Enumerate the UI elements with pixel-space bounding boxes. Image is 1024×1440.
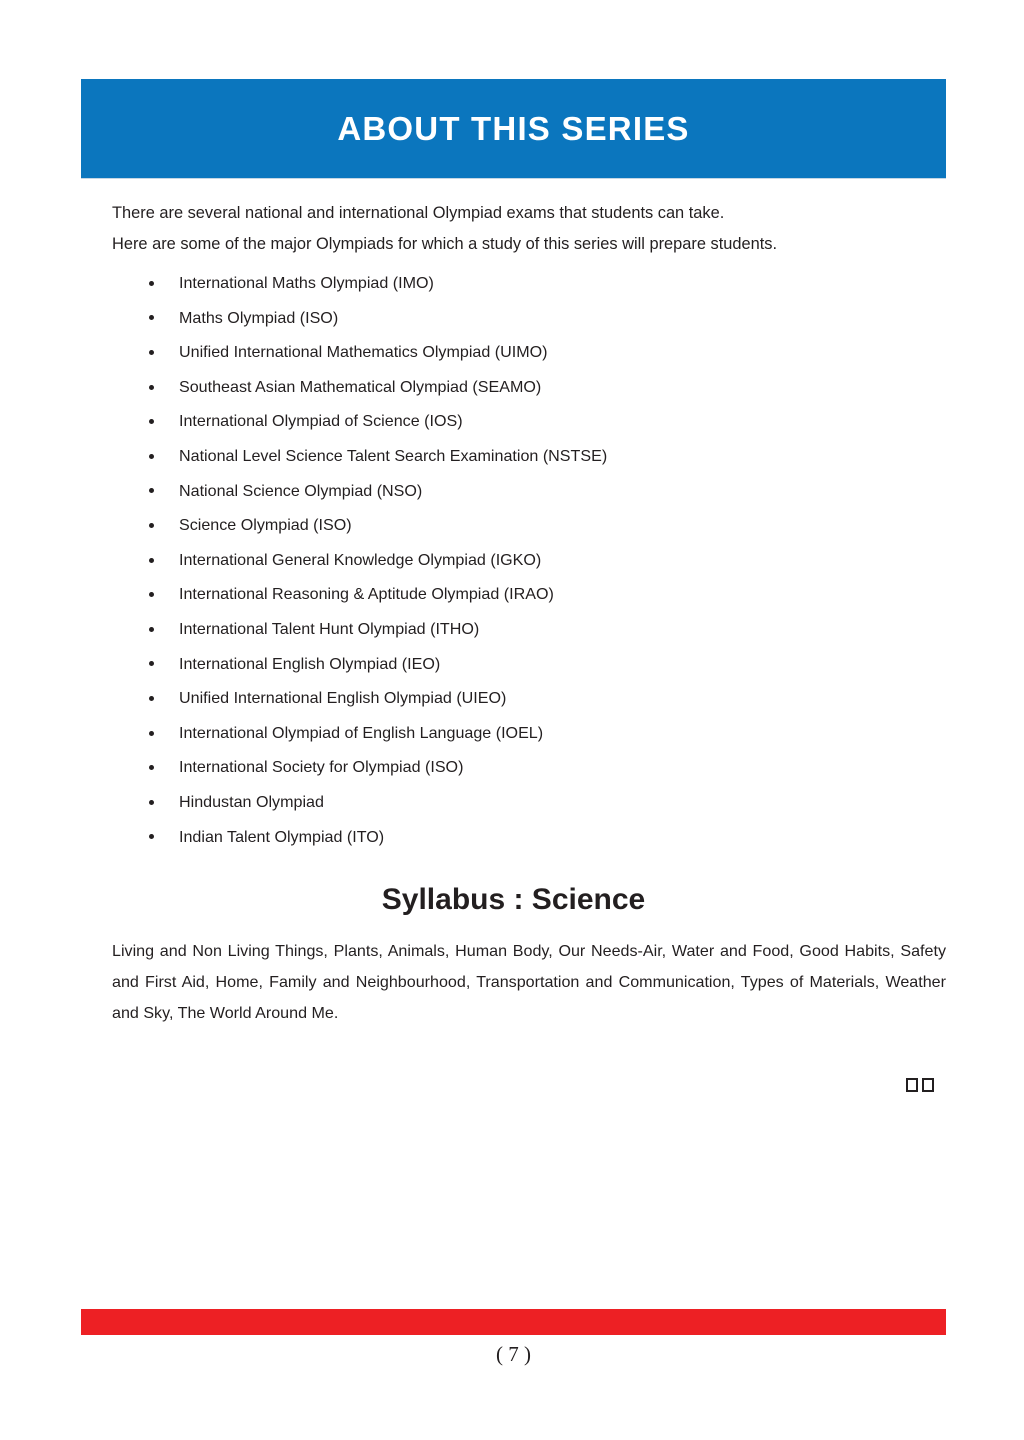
list-item-label: National Science Olympiad (NSO) (179, 481, 423, 500)
list-item (112, 750, 946, 785)
olympiad-list (112, 266, 946, 854)
intro-text (112, 198, 946, 260)
list-item (112, 404, 946, 439)
list-item-label: International Society for Olympiad (ISO) (179, 758, 464, 777)
page-title: ABOUT THIS SERIES (337, 110, 690, 147)
tofu-box-icon (922, 1078, 934, 1092)
list-item (112, 439, 946, 474)
bullet-icon (149, 696, 154, 701)
bullet-icon (149, 731, 154, 736)
list-item (112, 716, 946, 751)
list-item (112, 508, 946, 543)
end-of-section-marks (906, 1078, 934, 1092)
bullet-icon (149, 558, 154, 563)
list-item (112, 785, 946, 820)
bullet-icon (149, 419, 154, 424)
footer-bar (81, 1309, 946, 1335)
bullet-icon (149, 385, 154, 390)
list-item (112, 681, 946, 716)
intro-line-1: There are several national and international Olympiad exams that students can take. (112, 204, 725, 222)
bullet-icon (149, 281, 154, 286)
list-item-label: International Olympiad of English Language (IOEL) (179, 723, 544, 742)
list-item (112, 301, 946, 336)
list-item-label: Unified International Mathematics Olympiad (UIMO) (179, 343, 548, 362)
list-item-label: Unified International English Olympiad (UIEO) (179, 689, 507, 708)
list-item (112, 335, 946, 370)
list-item-label: International General Knowledge Olympiad (IGKO) (179, 550, 542, 569)
bullet-icon (149, 661, 154, 666)
list-item (112, 474, 946, 509)
bullet-icon (149, 454, 154, 459)
syllabus-body-text: Living and Non Living Things, Plants, Animals, Human Body, Our Needs-Air, Water and Food, Good Habits, Safety and First Aid, Home, Family and Neighbourhood, Transportation and Communication, Types of Materials, Weather and Sky, The World Around Me. (112, 942, 946, 1022)
bullet-icon (149, 765, 154, 770)
bullet-icon (149, 350, 154, 355)
list-item-label: International Maths Olympiad (IMO) (179, 274, 434, 292)
list-item-label: Maths Olympiad (ISO) (179, 308, 339, 327)
list-item-label: International English Olympiad (IEO) (179, 654, 441, 673)
list-item-label: National Level Science Talent Search Examination (NSTSE) (179, 446, 608, 465)
bullet-icon (149, 315, 154, 320)
intro-line-2: Here are some of the major Olympiads for which a study of this series will prepare students. (112, 235, 778, 253)
list-item-label: Southeast Asian Mathematical Olympiad (SEAMO) (179, 377, 542, 396)
list-item-label: International Reasoning & Aptitude Olympiad (IRAO) (179, 585, 554, 604)
syllabus-heading: Syllabus : Science (381, 883, 646, 916)
list-item-label: International Olympiad of Science (IOS) (179, 412, 463, 431)
list-item (112, 577, 946, 612)
list-item (112, 647, 946, 682)
list-item (112, 543, 946, 578)
list-item-label: Indian Talent Olympiad (ITO) (179, 827, 385, 846)
list-item (112, 820, 946, 855)
bullet-icon (149, 488, 154, 493)
bullet-icon (149, 592, 154, 597)
tofu-box-icon (906, 1078, 918, 1092)
bullet-icon (149, 523, 154, 528)
list-item-label: International Talent Hunt Olympiad (ITHO) (179, 619, 480, 638)
list-item-label: Science Olympiad (ISO) (179, 516, 352, 535)
list-item-label: Hindustan Olympiad (179, 792, 324, 811)
bullet-icon (149, 800, 154, 805)
list-item (112, 612, 946, 647)
list-item (112, 266, 946, 301)
page-number: ( 7 ) (496, 1342, 531, 1366)
section-banner (81, 79, 946, 178)
bullet-icon (149, 834, 154, 839)
bullet-icon (149, 627, 154, 632)
list-item (112, 370, 946, 405)
